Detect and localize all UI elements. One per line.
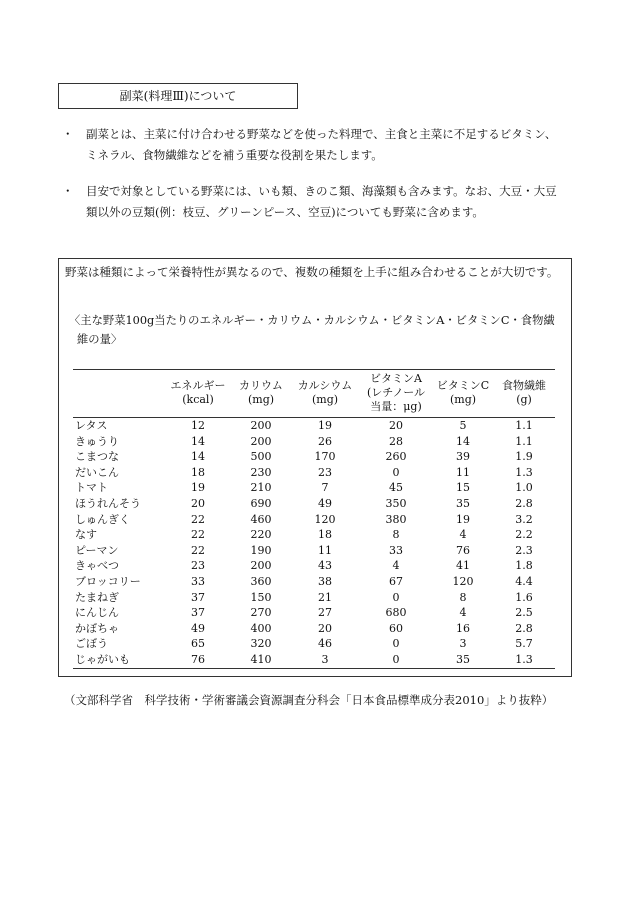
table-row	[73, 527, 555, 543]
nutrient-value: 76	[456, 543, 470, 557]
nutrient-value: 500	[250, 450, 272, 464]
column-header-line: (g)	[516, 393, 532, 406]
bullet-item	[62, 181, 582, 223]
bullet-line: ミネラル、食物繊維などを補う重要な役割を果たします。	[86, 148, 383, 162]
column-header-line: エネルギー	[170, 379, 226, 392]
column-header-line: 食物繊維	[502, 379, 546, 392]
nutrient-value: 67	[389, 574, 403, 588]
column-header	[433, 370, 493, 418]
nutrient-value: 0	[392, 637, 400, 651]
nutrient-value: 19	[456, 512, 470, 526]
nutrient-value: 20	[389, 419, 403, 432]
section-title-box	[58, 83, 298, 109]
bullet-text	[86, 181, 582, 223]
nutrient-value: 20	[318, 621, 332, 635]
nutrient-value: 4.4	[515, 574, 533, 588]
nutrient-value: 14	[191, 434, 205, 448]
vegetable-name: きゃべつ	[75, 559, 119, 573]
nutrient-value: 49	[318, 496, 332, 510]
vegetable-name: レタス	[75, 419, 108, 432]
nutrient-value: 200	[250, 419, 272, 432]
nutrient-value: 43	[318, 559, 332, 573]
vegetable-name: かぼちゃ	[75, 621, 119, 635]
nutrient-value: 22	[191, 512, 205, 526]
nutrient-value: 120	[452, 574, 474, 588]
column-header	[493, 370, 555, 418]
nutrient-value: 380	[385, 512, 407, 526]
nutrient-value: 210	[250, 481, 272, 495]
nutrient-value: 690	[250, 496, 272, 510]
nutrient-value: 170	[314, 450, 336, 464]
nutrient-value: 120	[314, 512, 336, 526]
table-row	[73, 480, 555, 496]
nutrient-value: 3	[291, 652, 359, 668]
nutrient-value: 1.3	[493, 652, 555, 668]
nutrient-value: 4	[459, 528, 467, 542]
nutrient-value: 5	[459, 419, 467, 432]
vegetable-nutrition-panel	[58, 258, 572, 677]
column-header-line: ビタミンC	[436, 379, 490, 392]
bullet-line: 類以外の豆類(例：枝豆、グリーンピース、空豆)についても野菜に含めます。	[86, 205, 484, 219]
nutrient-value: 150	[250, 590, 272, 604]
nutrient-value: 8	[459, 590, 467, 604]
nutrient-value: 2.3	[515, 543, 533, 557]
nutrient-value: 22	[191, 528, 205, 542]
nutrient-value: 49	[191, 621, 205, 635]
nutrient-value: 38	[318, 574, 332, 588]
nutrient-value: 1.6	[515, 590, 533, 604]
vegetable-name: きゅうり	[75, 434, 119, 448]
column-header	[73, 370, 165, 418]
nutrient-value: 8	[392, 528, 400, 542]
nutrient-value: 3.2	[515, 512, 533, 526]
table-row	[73, 590, 555, 606]
column-header-line: 当量：μg)	[370, 400, 422, 413]
table-row	[73, 418, 555, 434]
nutrient-value: 11	[318, 543, 332, 557]
nutrition-table	[73, 369, 555, 669]
column-header	[231, 370, 291, 418]
nutrient-value: 7	[321, 481, 329, 495]
vegetable-name: たまねぎ	[75, 590, 119, 604]
table-row	[73, 449, 555, 465]
nutrient-value: 2.8	[515, 496, 533, 510]
column-header-line: ビタミンA	[370, 372, 422, 385]
nutrient-value: 16	[456, 621, 470, 635]
nutrient-value: 5.7	[515, 637, 533, 651]
column-header-line: (mg)	[247, 393, 275, 406]
column-header-line: カリウム	[239, 379, 283, 392]
vegetable-name: にんじん	[75, 606, 119, 620]
table-header-row	[73, 370, 555, 418]
nutrient-value: 270	[250, 606, 272, 620]
vegetable-name: こまつな	[75, 450, 119, 464]
column-header-line: (mg)	[449, 393, 477, 406]
nutrient-value: 360	[250, 574, 272, 588]
vegetable-name: ブロッコリー	[75, 574, 141, 588]
nutrient-value: 76	[165, 652, 231, 668]
table-row	[73, 636, 555, 652]
bullet-text	[86, 124, 582, 166]
nutrient-value: 460	[250, 512, 272, 526]
nutrient-value: 35	[433, 652, 493, 668]
nutrient-value: 3	[459, 637, 467, 651]
nutrient-value: 60	[389, 621, 403, 635]
nutrient-value: 2.2	[515, 528, 533, 542]
column-header	[165, 370, 231, 418]
nutrient-value: 18	[191, 465, 205, 479]
nutrient-value: 15	[456, 481, 470, 495]
table-row	[73, 496, 555, 512]
vegetable-name: ごぼう	[75, 637, 108, 651]
column-header-line: (レチノール	[367, 386, 425, 399]
nutrient-value: 19	[191, 481, 205, 495]
nutrient-value: 260	[385, 450, 407, 464]
nutrient-value: 0	[392, 465, 400, 479]
nutrient-value: 190	[250, 543, 272, 557]
nutrient-value: 2.8	[515, 621, 533, 635]
nutrient-value: 410	[231, 652, 291, 668]
column-header-line: カルシウム	[297, 379, 353, 392]
nutrient-value: 4	[392, 559, 400, 573]
nutrient-value: 11	[456, 465, 470, 479]
nutrient-value: 200	[250, 559, 272, 573]
table-row	[73, 465, 555, 481]
vegetable-name: トマト	[75, 481, 108, 495]
nutrient-value: 46	[318, 637, 332, 651]
nutrient-value: 14	[191, 450, 205, 464]
table-row	[73, 558, 555, 574]
section-title: 副菜(料理Ⅲ)について	[119, 89, 237, 103]
table-caption	[69, 311, 569, 349]
table-caption-line: 〈主な野菜100g当たりのエネルギー・カリウム・カルシウム・ビタミンA・ビタミンC・食物繊	[69, 314, 555, 327]
table-row	[73, 512, 555, 528]
nutrient-value: 680	[385, 606, 407, 620]
nutrient-value: 33	[191, 574, 205, 588]
nutrient-value: 14	[456, 434, 470, 448]
table-row	[73, 434, 555, 450]
nutrient-value: 320	[250, 637, 272, 651]
bullet-list	[62, 124, 582, 238]
column-header-line: (mg)	[311, 393, 339, 406]
vegetable-name: だいこん	[75, 465, 119, 479]
nutrient-value: 37	[191, 590, 205, 604]
column-header	[291, 370, 359, 418]
nutrient-value: 27	[318, 606, 332, 620]
bullet-line: 目安で対象としている野菜には、いも類、きのこ類、海藻類も含みます。なお、大豆・大豆	[86, 184, 557, 198]
nutrient-value: 1.8	[515, 559, 533, 573]
table-row	[73, 652, 555, 668]
nutrient-value: 0	[359, 652, 433, 668]
bullet-mark: ・	[62, 127, 74, 141]
table-row	[73, 605, 555, 621]
column-header-line: (kcal)	[182, 393, 214, 406]
nutrient-value: 1.9	[515, 450, 533, 464]
nutrient-value: 1.1	[515, 434, 533, 448]
nutrient-value: 33	[389, 543, 403, 557]
nutrient-value: 18	[318, 528, 332, 542]
bullet-line: 副菜とは、主菜に付け合わせる野菜などを使った料理で、主食と主菜に不足するビタミン、	[86, 127, 557, 141]
nutrient-value: 65	[191, 637, 205, 651]
table-row	[73, 621, 555, 637]
panel-intro: 野菜は種類によって栄養特性が異なるので、複数の種類を上手に組み合わせることが大切です。	[65, 265, 559, 279]
source-citation: （文部科学省 科学技術・学術審議会資源調査分科会「日本食品標準成分表2010」より抜粋）	[64, 693, 554, 707]
bullet-item	[62, 124, 582, 166]
vegetable-name: じゃがいも	[73, 652, 165, 668]
nutrient-value: 1.3	[515, 465, 533, 479]
nutrient-value: 12	[191, 419, 205, 432]
table-row	[73, 574, 555, 590]
nutrient-value: 4	[459, 606, 467, 620]
nutrient-value: 45	[389, 481, 403, 495]
nutrient-value: 39	[456, 450, 470, 464]
column-header	[359, 370, 433, 418]
nutrient-value: 200	[250, 434, 272, 448]
nutrient-value: 21	[318, 590, 332, 604]
nutrient-value: 41	[456, 559, 470, 573]
vegetable-name: しゅんぎく	[75, 512, 130, 526]
nutrient-value: 19	[318, 419, 332, 432]
vegetable-name: ほうれんそう	[75, 496, 141, 510]
vegetable-name: なす	[75, 528, 97, 542]
nutrient-value: 23	[318, 465, 332, 479]
nutrient-value: 35	[456, 496, 470, 510]
nutrient-value: 26	[318, 434, 332, 448]
bullet-mark: ・	[62, 184, 74, 198]
nutrient-value: 23	[191, 559, 205, 573]
nutrient-value: 230	[250, 465, 272, 479]
nutrient-value: 1.1	[515, 419, 533, 432]
nutrient-value: 2.5	[515, 606, 533, 620]
nutrient-value: 28	[389, 434, 403, 448]
nutrient-value: 220	[250, 528, 272, 542]
nutrient-value: 1.0	[515, 481, 533, 495]
nutrient-value: 400	[250, 621, 272, 635]
table-row	[73, 543, 555, 559]
vegetable-name: ピーマン	[75, 543, 119, 557]
nutrient-value: 20	[191, 496, 205, 510]
nutrient-value: 22	[191, 543, 205, 557]
nutrient-value: 37	[191, 606, 205, 620]
nutrient-value: 350	[385, 496, 407, 510]
nutrient-value: 0	[392, 590, 400, 604]
table-caption-line: 維の量〉	[77, 333, 123, 346]
